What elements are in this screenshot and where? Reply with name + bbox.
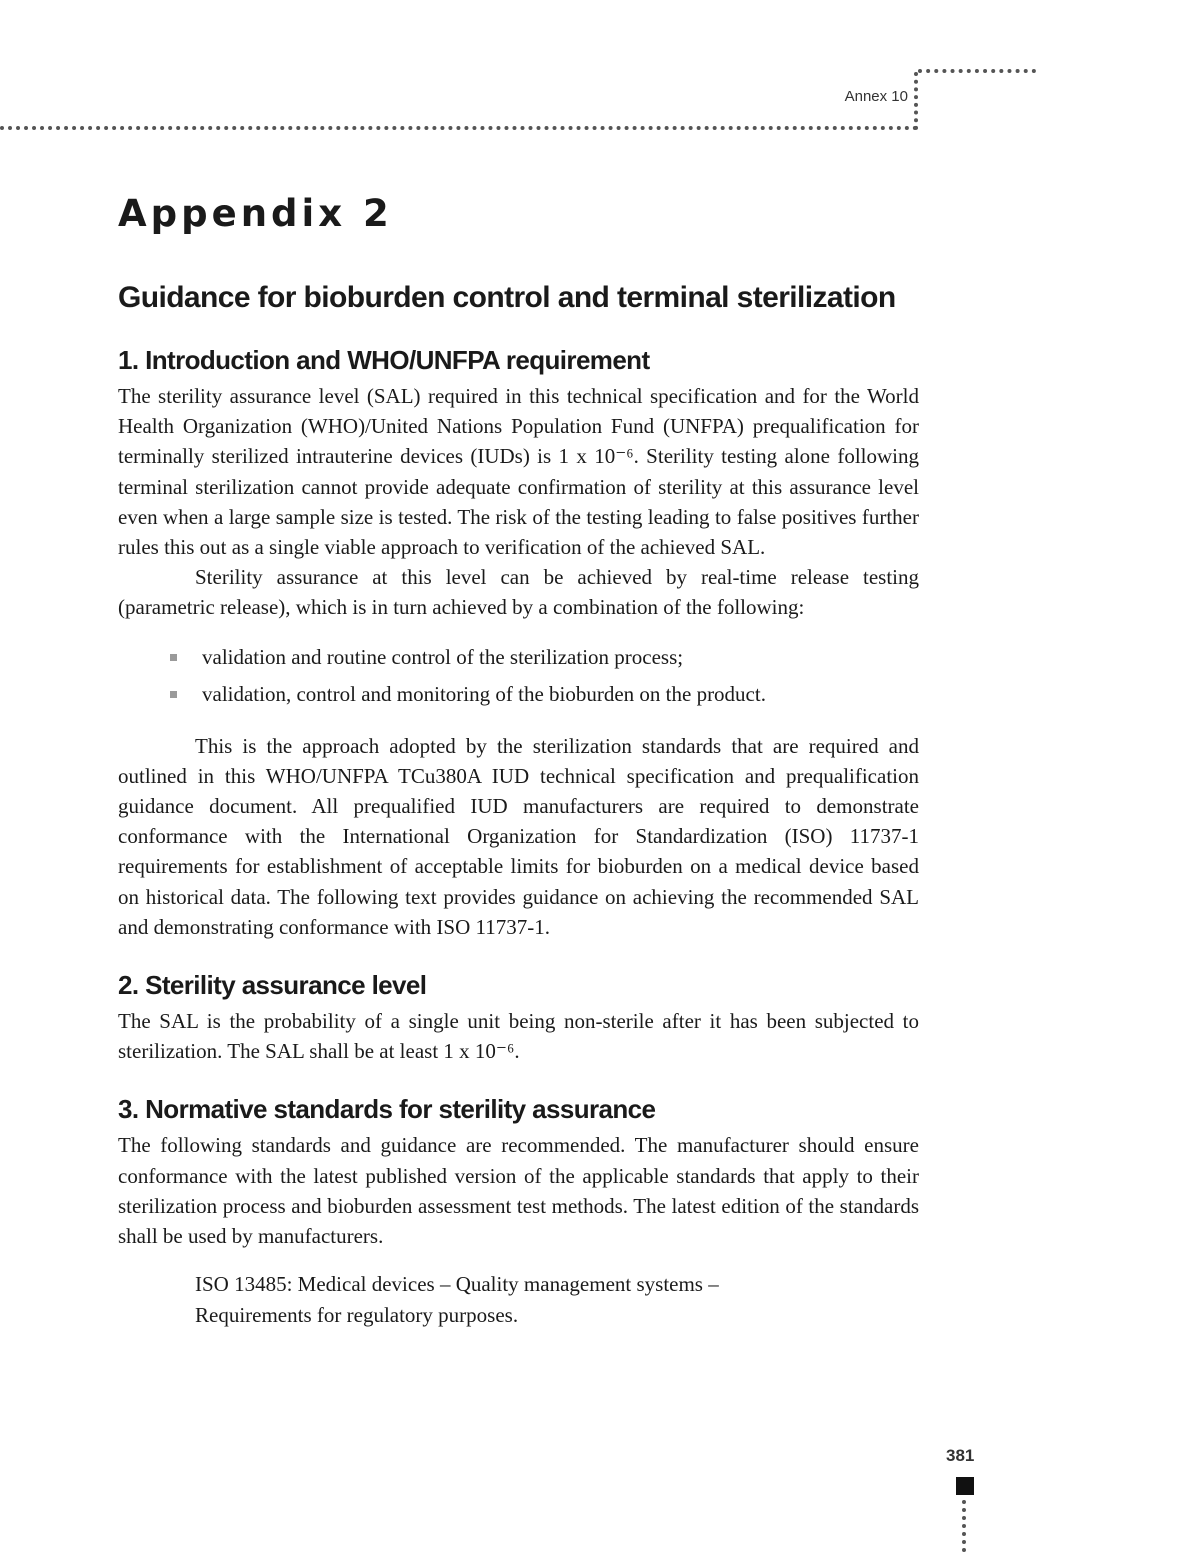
standard-reference-line: ISO 13485: Medical devices – Quality management systems – [195, 1272, 719, 1297]
standard-reference-line: Requirements for regulatory purposes. [195, 1303, 519, 1328]
paragraph: Sterility assurance at this level can be achieved by real-time release testing (parametric release), which is in turn achieved by a combination of the following: [118, 565, 919, 620]
paragraph: The SAL is the probability of a single unit being non-sterile after it has been subjected to sterilization. The SAL shall be at least 1 x 10⁻⁶. [118, 1009, 919, 1064]
document-title: Guidance for bioburden control and terminal sterilization [118, 281, 896, 314]
section-introduction [118, 343, 919, 942]
section-heading: 3. Normative standards for sterility assurance [118, 1094, 656, 1125]
section-sterility-assurance-level [118, 968, 919, 1066]
list-item-text: validation, control and monitoring of the bioburden on the product. [202, 681, 766, 706]
page-number: 381 [946, 1446, 975, 1465]
page-marker-square [956, 1477, 974, 1495]
header-dotted-rule [0, 126, 918, 130]
bullet-list [118, 639, 919, 713]
standard-reference [195, 1269, 919, 1331]
header-dotted-rule-vertical [914, 72, 918, 130]
list-item [202, 676, 919, 713]
page-content [118, 188, 919, 1331]
paragraph: The following standards and guidance are recommended. The manufacturer should ensure conformance with the latest published version of the applicable standards that apply to their sterilization process and bioburden assessment test methods. The latest edition of the standards shall be used by manufacturers. [118, 1133, 919, 1249]
appendix-title: Appendix 2 [118, 192, 393, 235]
paragraph: This is the approach adopted by the sterilization standards that are required and outlined in this WHO/UNFPA TCu380A IUD technical specification and prequalification guidance document. All prequalified IUD manufacturers are required to demonstrate conformance with the International Organization for Standardization (ISO) 11737-1 requirements for establishment of acceptable limits for bioburden on a medical device based on historical data. The following text provides guidance on achieving the recommended SAL and demonstrating conformance with ISO 11737-1. [118, 733, 919, 939]
running-header-annex: Annex 10 [844, 88, 908, 105]
list-item-text: validation and routine control of the sterilization process; [202, 644, 684, 669]
paragraph: The sterility assurance level (SAL) required in this technical specification and for the World Health Organization (WHO)/United Nations Population Fund (UNFPA) prequalification for terminally sterilized intrauterine devices (IUDs) is 1 x 10⁻⁶. Sterility testing alone following terminal sterilization cannot provide adequate confirmation of sterility at this assurance level even when a large sample size is tested. The risk of the testing leading to false positives further rules this out as a single viable approach to verification of the achieved SAL. [118, 384, 919, 560]
square-bullet-icon [170, 691, 177, 698]
section-heading: 1. Introduction and WHO/UNFPA requirement [118, 345, 650, 375]
square-bullet-icon [170, 654, 177, 661]
section-normative-standards [118, 1092, 919, 1331]
header-dotted-rule-top [918, 69, 1036, 73]
list-item [202, 639, 919, 676]
section-heading: 2. Sterility assurance level [118, 970, 427, 1001]
footer-dotted-rule [962, 1500, 966, 1552]
